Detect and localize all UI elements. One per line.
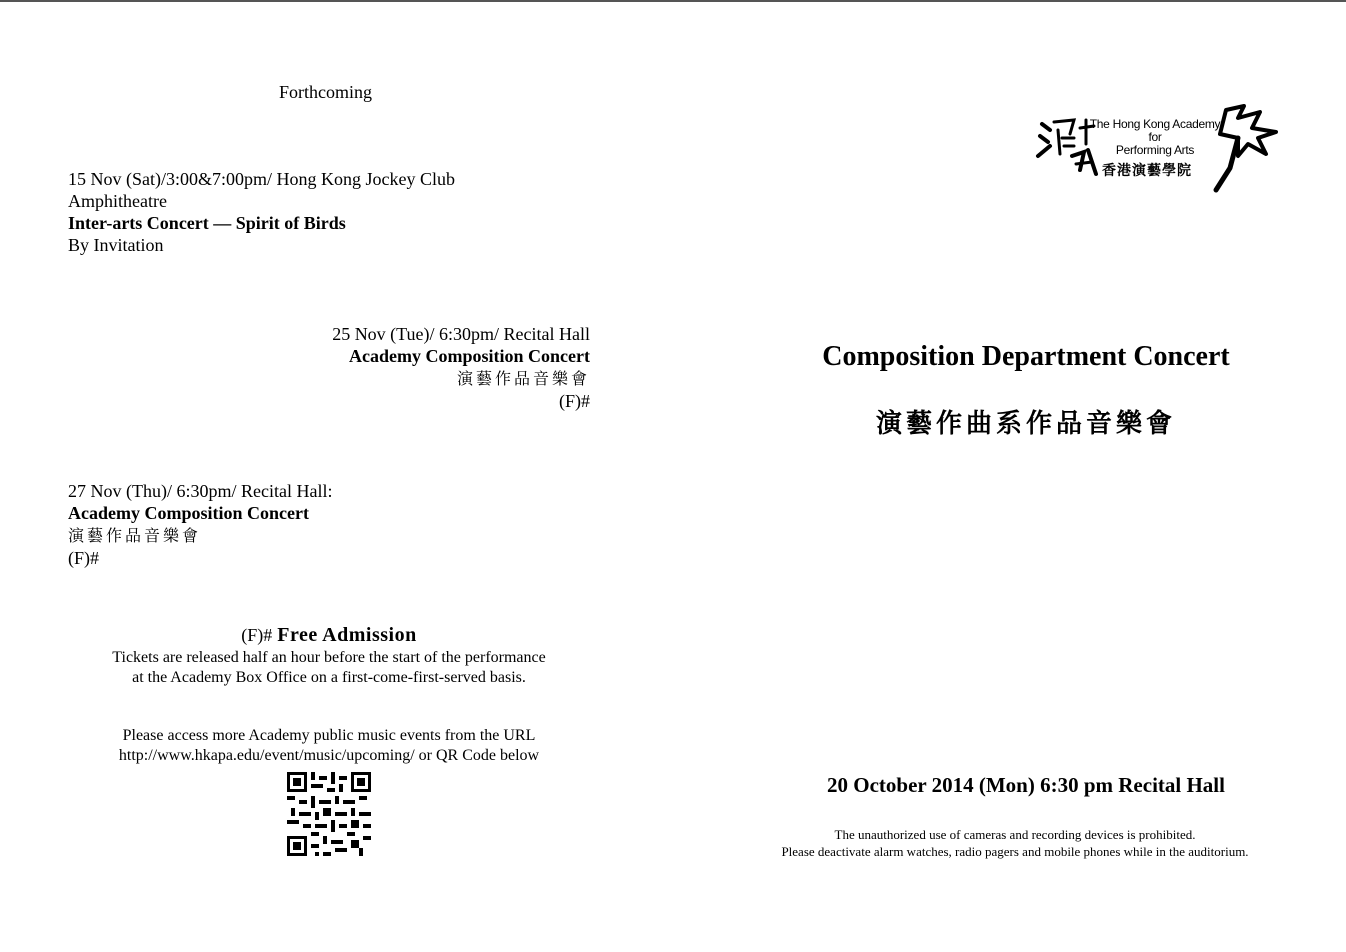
event-3-date: 27 Nov (Thu)/ 6:30pm/ Recital Hall: [68, 481, 333, 501]
free-admission-prefix: (F)# [241, 625, 273, 645]
concert-title-chinese: 演藝作曲系作品音樂會 [875, 409, 1176, 439]
event-1-note: By Invitation [68, 235, 164, 255]
logo-line1: The Hong Kong Academy [1089, 117, 1221, 131]
notice-devices: Please deactivate alarm watches, radio pagers and mobile phones while in the auditorium. [781, 844, 1249, 859]
logo-line3: Performing Arts [1115, 143, 1195, 157]
event-1-title: Inter-arts Concert — Spirit of Birds [68, 213, 346, 233]
academy-logo [1030, 98, 1290, 198]
forthcoming-heading: Forthcoming [279, 82, 372, 102]
logo-chinese: 香港演藝學院 [1102, 162, 1192, 178]
event-3-title: Academy Composition Concert [68, 503, 309, 523]
concert-title: Composition Department Concert [822, 341, 1230, 372]
access-url[interactable]: http://www.hkapa.edu/event/music/upcoming/ or QR Code below [118, 747, 540, 764]
event-3-chinese: 演藝作品音樂會 [68, 526, 202, 545]
free-admission-line1: Tickets are released half an hour before the start of the performance [112, 649, 546, 666]
access-line1: Please access more Academy public music events from the URL [122, 727, 536, 744]
event-3-admission: (F)# [68, 548, 99, 568]
event-3 [68, 480, 408, 569]
access-block [60, 726, 598, 766]
concert-date: 20 October 2014 (Mon) 6:30 pm Recital Hall [827, 773, 1225, 797]
event-2-date: 25 Nov (Tue)/ 6:30pm/ Recital Hall [332, 324, 590, 344]
top-border [0, 0, 1346, 2]
event-2 [250, 323, 590, 412]
qr-code-icon[interactable] [287, 772, 371, 856]
event-1-date: 15 Nov (Sat)/3:00&7:00pm/ Hong Kong Jockey Club [68, 169, 455, 189]
free-admission-heading: Free Admission [277, 624, 417, 646]
logo-line2: for [1148, 130, 1162, 144]
free-admission-line2: at the Academy Box Office on a first-come-first-served basis. [132, 669, 526, 686]
event-2-chinese: 演藝作品音樂會 [456, 369, 590, 388]
event-1 [68, 168, 548, 256]
star-logo-icon [1208, 98, 1282, 196]
event-1-venue: Amphitheatre [68, 191, 167, 211]
notices [740, 826, 1290, 860]
free-admission-block [60, 622, 598, 688]
notice-cameras: The unauthorized use of cameras and recording devices is prohibited. [834, 827, 1196, 842]
event-2-title: Academy Composition Concert [349, 346, 590, 366]
event-2-admission: (F)# [559, 391, 590, 411]
